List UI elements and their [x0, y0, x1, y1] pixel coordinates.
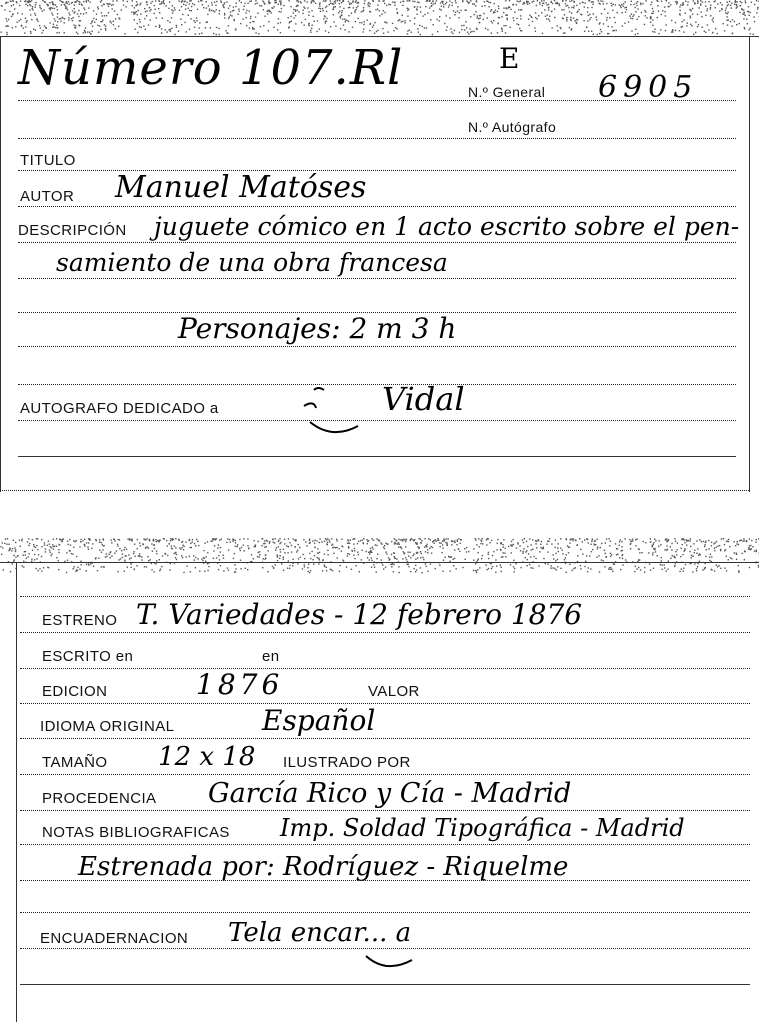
edicion-label: EDICION: [42, 683, 108, 700]
ink-scrawl-top: [296, 378, 386, 448]
general-label: N.º General: [468, 84, 546, 100]
estreno-label: ESTRENO: [42, 612, 118, 629]
autografo-dedicado-value: Vidal: [382, 380, 465, 418]
line-b6: [20, 774, 750, 775]
line-5: [18, 242, 736, 243]
line-b7: [20, 810, 750, 811]
autor-value: Manuel Matóses: [115, 170, 367, 205]
line-b5: [20, 738, 750, 739]
ilustrado-label: ILUSTRADO POR: [283, 754, 411, 771]
card-bottom-left-edge: [16, 562, 17, 1022]
numero-handwritten: Número 107.Rl: [18, 40, 404, 96]
procedencia-label: PROCEDENCIA: [42, 790, 157, 807]
line-1: [18, 100, 736, 101]
card-top-right-edge: [749, 36, 750, 492]
encuadernacion-label: ENCUADERNACION: [40, 930, 189, 947]
card-bottom-border: [0, 562, 759, 563]
catalog-card-bottom: [0, 538, 759, 1028]
edicion-value: 1876: [196, 668, 284, 701]
notas-line-1: Imp. Soldad Tipográfica - Madrid: [280, 814, 685, 842]
line-b12: [20, 984, 750, 985]
card-top-left-edge: [0, 36, 1, 492]
line-b9: [20, 880, 750, 881]
descripcion-line-1: juguete cómico en 1 acto escrito sobre el pen-: [154, 212, 740, 241]
escrito-en-label: en: [262, 648, 280, 665]
general-mark: E: [499, 42, 520, 75]
line-b2: [20, 632, 750, 633]
line-6: [18, 278, 736, 279]
estreno-value: T. Variedades - 12 febrero 1876: [136, 598, 583, 631]
valor-label: VALOR: [368, 683, 420, 700]
scan-noise-top: [0, 0, 759, 40]
notas-label: NOTAS BIBLIOGRAFICAS: [42, 824, 230, 841]
line-b4: [20, 703, 750, 704]
line-b11: [20, 948, 750, 949]
line-10: [18, 420, 736, 421]
line-b8: [20, 844, 750, 845]
line-b1: [20, 596, 750, 597]
personajes: Personajes: 2 m 3 h: [178, 312, 457, 345]
procedencia-value: García Rico y Cía - Madrid: [208, 778, 572, 809]
line-2: [18, 138, 736, 139]
descripcion-label: DESCRIPCIÓN: [18, 222, 127, 239]
encuadernacion-value: Tela encar... a: [228, 918, 412, 948]
notas-line-2: Estrenada por: Rodríguez - Riquelme: [78, 852, 569, 882]
tamano-value: 12 x 18: [158, 742, 256, 772]
line-11: [18, 456, 736, 457]
ink-scrawl-bottom: [362, 948, 432, 978]
descripcion-line-2: samiento de una obra francesa: [56, 248, 448, 277]
line-b3: [20, 668, 750, 669]
idioma-label: IDIOMA ORIGINAL: [40, 718, 175, 735]
tamano-label: TAMAÑO: [42, 754, 108, 771]
line-8: [18, 346, 736, 347]
catalog-card-top: [0, 0, 759, 494]
card-top-border: [0, 36, 759, 37]
line-12: [0, 490, 749, 491]
autografo-number-label: N.º Autógrafo: [468, 119, 557, 135]
escrito-label: ESCRITO en: [42, 648, 134, 665]
general-value: 6905: [598, 70, 699, 105]
autografo-dedicado-label: AUTOGRAFO DEDICADO a: [20, 400, 219, 417]
scan-noise-bottom: [0, 538, 759, 578]
idioma-value: Español: [262, 704, 376, 737]
titulo-label: TITULO: [20, 152, 76, 169]
line-4: [18, 206, 736, 207]
line-b10: [20, 912, 750, 913]
autor-label: AUTOR: [20, 188, 75, 205]
